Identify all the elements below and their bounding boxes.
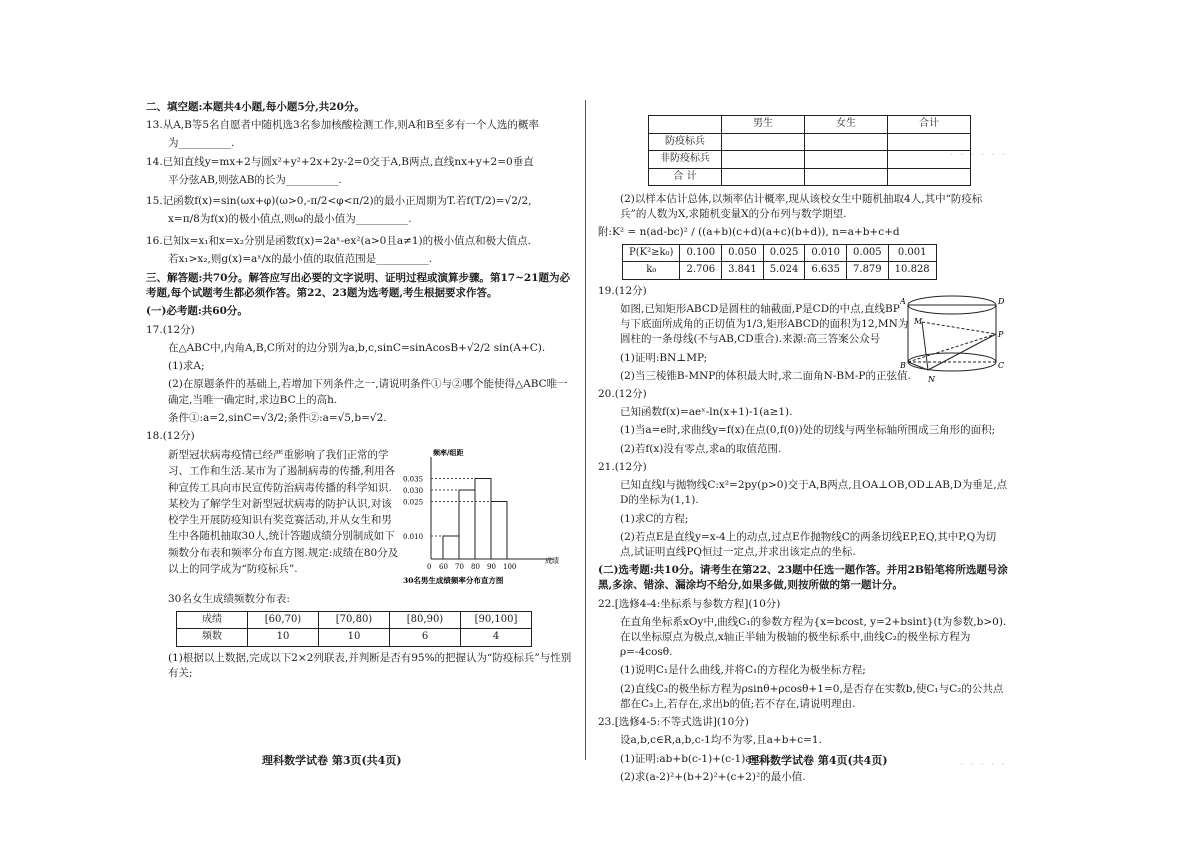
q18-head: 18.(12分): [146, 429, 195, 442]
y-tick-label: 0.035: [403, 475, 424, 484]
q20-head: 20.(12分): [598, 387, 647, 400]
contingency-table: [648, 115, 971, 186]
q16-line1: 16.已知x=x₁和x=x₂分别是函数f(x)=2aˣ-ex²(a>0且a≠1)的极小值点和极大值点.: [146, 234, 531, 247]
contingency-head-cell: [649, 116, 722, 134]
contingency-row: [649, 133, 971, 151]
q15-line2: x=π/8为f(x)的极小值点,则ω的最小值为__________.: [168, 213, 412, 226]
k-table-row1-cell: 0.010: [805, 244, 847, 262]
q17-part1: (1)求A;: [168, 360, 205, 373]
female-table-row-cell: 6: [390, 629, 461, 647]
histogram-bar: [459, 490, 475, 559]
histogram-bar: [491, 502, 507, 560]
x-tick-label: 0: [427, 563, 432, 572]
figure-point-label: N: [928, 375, 935, 384]
q19-part2: (2)当三棱锥B-MNP的体积最大时,求二面角N-BM-P的正弦值.: [620, 369, 911, 382]
q20-stem: 已知函数f(x)=aeˣ-ln(x+1)-1(a≥1).: [620, 406, 793, 419]
q18-part1: (1)根据以上数据,完成以下2×2列联表,并判断是否有95%的把握认为“防疫标兵”与性别有关;: [168, 651, 572, 679]
contingency-cell: 非防疫标兵: [649, 151, 722, 169]
contingency-row: [649, 151, 971, 169]
q14-line1: 14.已知直线y=mx+2与圆x²+y²+2x+2y-2=0交于A,B两点,直线nx+y+2=0垂直: [146, 155, 534, 168]
figure-point-label: B: [900, 361, 906, 370]
k-table-row1-cell: 0.001: [888, 244, 936, 262]
q17-part2: (2)在原题条件的基础上,若增加下列条件之一,请说明条件①与②哪个能使得△ABC唯一确定,当唯一确定时,求边BC上的高h.: [168, 378, 568, 406]
contingency-cell: 防疫标兵: [649, 133, 722, 151]
x-axis-label: 成绩: [545, 557, 559, 566]
k-table-row1-cell: 0.005: [847, 244, 889, 262]
q19-head: 19.(12分): [598, 284, 647, 297]
q17-conditions: 条件①:a=2,sinC=√3/2;条件②:a=√5,b=√2.: [168, 411, 387, 424]
q19-stem: 如图,已知矩形ABCD是圆柱的轴截面,P是CD的中点,直线BP与下底面所成角的正切值为1/3,矩形ABCD的面积为12,MN为圆柱的一条母线(不与AB,CD重合).来源:高三答案公众号: [620, 302, 909, 346]
q21-part2: (2)若点E是直线y=x-4上的动点,过点E作抛物线C的两条切线EP,EQ,其中P,Q为切点,试证明直线PQ恒过一定点,并求出该定点的坐标.: [620, 530, 997, 558]
female-table-head-cell: 成绩: [177, 611, 248, 629]
x-tick-label: 80: [471, 563, 480, 572]
histogram-bar: [443, 536, 459, 559]
q20-part2: (2)若f(x)没有零点,求a的取值范围.: [620, 442, 782, 455]
k-table-row2-cell: 6.635: [805, 262, 847, 280]
female-table-head-cell: [70,80): [319, 611, 390, 629]
contingency-cell: [722, 151, 805, 169]
female-table-head-cell: [80,90): [390, 611, 461, 629]
q15-line1: 15.记函数f(x)=sin(ωx+φ)(ω>0,-π/2<φ<π/2)的最小正周期为T.若f(T/2)=√2/2,: [146, 195, 532, 208]
contingency-cell: [722, 168, 805, 186]
contingency-head-cell: 男生: [722, 116, 805, 134]
contingency-cell: [722, 133, 805, 151]
k-table-row1-cell: 0.050: [722, 244, 764, 262]
x-tick-label: 100: [503, 563, 517, 572]
contingency-row: [649, 168, 971, 186]
q20-part1: (1)当a=e时,求曲线y=f(x)在点(0,f(0))处的切线与两坐标轴所围成三角形的面积;: [620, 424, 996, 437]
optional-title: (二)选考题:共10分。请考生在第22、23题中任选一题作答。并用2B铅笔将所选题号涂黑,多涂、错涂、漏涂均不给分,如果多做,则按所做的第一题计分。: [598, 564, 1008, 592]
critical-value-table: [622, 244, 937, 280]
contingency-cell: [888, 168, 971, 186]
q17-head: 17.(12分): [146, 323, 195, 336]
contingency-cell: [805, 133, 888, 151]
q14-line2: 平分弦AB,则弦AB的长为__________.: [168, 173, 342, 186]
y-tick-label: 0.025: [403, 498, 424, 507]
section2-title: 二、填空题:本题共4小题,每小题5分,共20分。: [146, 101, 365, 113]
contingency-cell: 合 计: [649, 168, 722, 186]
contingency-head-cell: 女生: [805, 116, 888, 134]
female-table-row-cell: 10: [319, 629, 390, 647]
q22-head: 22.[选修4-4:坐标系与参数方程](10分): [598, 597, 781, 610]
left-page: [146, 100, 576, 684]
page3-footer: 理科数学试卷 第3页(共4页): [262, 754, 402, 767]
figure-point-label: P: [998, 330, 1004, 339]
histogram-svg: [401, 447, 571, 587]
female-table-head-cell: [60,70): [248, 611, 319, 629]
histogram: [401, 447, 571, 592]
q21-head: 21.(12分): [598, 460, 647, 473]
figure-point-label: C: [998, 361, 1005, 370]
y-tick-label: 0.010: [403, 533, 424, 542]
q18-part2: (2)以样本估计总体,以频率估计概率,现从该校女生中随机抽取4人,其中“防疫标兵”的人数为X,求随机变量X的分布列与数学期望.: [620, 193, 983, 221]
scan-mark: · · · · ·: [960, 760, 1007, 771]
q21-stem: 已知直线l与抛物线C:x²=2py(p>0)交于A,B两点,且OA⊥OB,OD⊥AB,D为垂足,点D的坐标为(1,1).: [620, 479, 1008, 507]
x-tick-label: 90: [487, 563, 496, 572]
cylinder-figure: [900, 292, 1006, 388]
q23-stem: 设a,b,c∈R,a,b,c-1均不为零,且a+b+c=1.: [620, 734, 822, 747]
q18-table-title: 30名女生成绩频数分布表:: [168, 593, 290, 606]
k-table-row2-cell: 3.841: [722, 262, 764, 280]
q22-part1: (1)说明C₁是什么曲线,并将C₁的方程化为极坐标方程;: [620, 664, 866, 677]
page-divider: [585, 100, 586, 760]
q22-stem: 在直角坐标系xOy中,曲线C₁的参数方程为{x=bcost, y=2+bsint}(t为参数,b>0).在以坐标原点为极点,x轴正半轴为极轴的极坐标系中,曲线C₂的极坐标方程为ρ=-4cosθ.: [620, 615, 1007, 659]
chi-square-formula: 附:K² = n(ad-bc)² / ((a+b)(c+d)(a+c)(b+d)), n=a+b+c+d: [598, 226, 900, 239]
x-tick-label: 60: [439, 563, 448, 572]
page4-footer: 理科数学试卷 第4页(共4页): [748, 754, 888, 767]
k-table-row2-cell: 10.828: [888, 262, 936, 280]
contingency-head-cell: 合计: [888, 116, 971, 134]
y-tick-label: 0.030: [403, 487, 424, 496]
q17-stem: 在△ABC中,内角A,B,C所对的边分别为a,b,c,sinC=sinAcosB+√2/2 sin(A+C).: [168, 341, 546, 354]
q21-part1: (1)求C的方程;: [620, 512, 689, 525]
section3-title: 三、解答题:共70分。解答应写出必要的文字说明、证明过程或演算步骤。第17~21题为必考题,每个试题考生都必须作答。第22、23题为选考题,考生根据要求作答。: [146, 271, 571, 300]
k-table-row2-cell: 7.879: [847, 262, 889, 280]
q23-part2: (2)求(a-2)²+(b+2)²+(c+2)²的最小值.: [620, 770, 806, 783]
figure-point-label: D: [998, 297, 1005, 306]
histogram-bar: [475, 479, 491, 560]
female-score-table: [176, 611, 532, 647]
female-table-row-cell: 10: [248, 629, 319, 647]
female-table-row-cell: 4: [461, 629, 532, 647]
right-page: [598, 115, 1008, 788]
figure-point-label: A: [900, 297, 906, 306]
histogram-title: 30名男生成绩频率分布直方图: [403, 576, 504, 586]
contingency-cell: [888, 151, 971, 169]
female-table-head-cell: [90,100]: [461, 611, 532, 629]
q16-line2: 若x₁>x₂,则g(x)=aˣ/x的最小值的取值范围是__________.: [168, 252, 433, 265]
x-tick-label: 70: [455, 563, 464, 572]
y-axis-label: 频率/组距: [433, 448, 464, 458]
required-title: (一)必考题:共60分。: [146, 305, 248, 318]
k-table-row1-cell: 0.100: [680, 244, 722, 262]
q23-head: 23.[选修4-5:不等式选讲](10分): [598, 716, 749, 729]
female-table-row-cell: 频数: [177, 629, 248, 647]
q22-part2: (2)直线C₃的极坐标方程为ρsinθ+ρcosθ+1=0,是否存在实数b,使C₁与C₂的公共点都在C₃上,若存在,求出b的值;若不存在,请说明理由.: [620, 682, 1004, 710]
k-table-row1-cell: P(K²≥k₀): [623, 244, 680, 262]
contingency-cell: [888, 133, 971, 151]
q18-stem: 新型冠状病毒疫情已经严重影响了我们正常的学习、工作和生活.某市为了遏制病毒的传播,利用各种宣传工具向市民宣传防治病毒传播的科学知识.某校为了解学生对新型冠状病毒的防护认识,对该校学生开展防疫知识有奖竞赛活动,并从女生和男生中各随机抽取30人,统计答题成绩分别制成如下频数分布表和频率分布直方图.规定:成绩在80分及以上的同学成为“防疫标兵”.: [168, 449, 399, 576]
q23-part1: (1)证明:ab+b(c-1)+(c-1)a<0;: [620, 752, 771, 765]
q13-line1: 13.从A,B等5名自愿者中随机选3名参加核酸检测工作,则A和B至多有一个人选的概率: [146, 119, 539, 132]
k-table-row2-cell: k₀: [623, 262, 680, 280]
contingency-cell: [805, 151, 888, 169]
q13-line2: 为__________.: [168, 137, 235, 150]
q19-part1: (1)证明:BN⊥MP;: [620, 351, 708, 364]
k-table-row2-cell: 2.706: [680, 262, 722, 280]
contingency-cell: [805, 168, 888, 186]
k-table-row1-cell: 0.025: [763, 244, 805, 262]
figure-point-label: M: [914, 317, 923, 326]
scan-mark: · · · · · ·: [950, 150, 1007, 161]
k-table-row2-cell: 5.024: [763, 262, 805, 280]
